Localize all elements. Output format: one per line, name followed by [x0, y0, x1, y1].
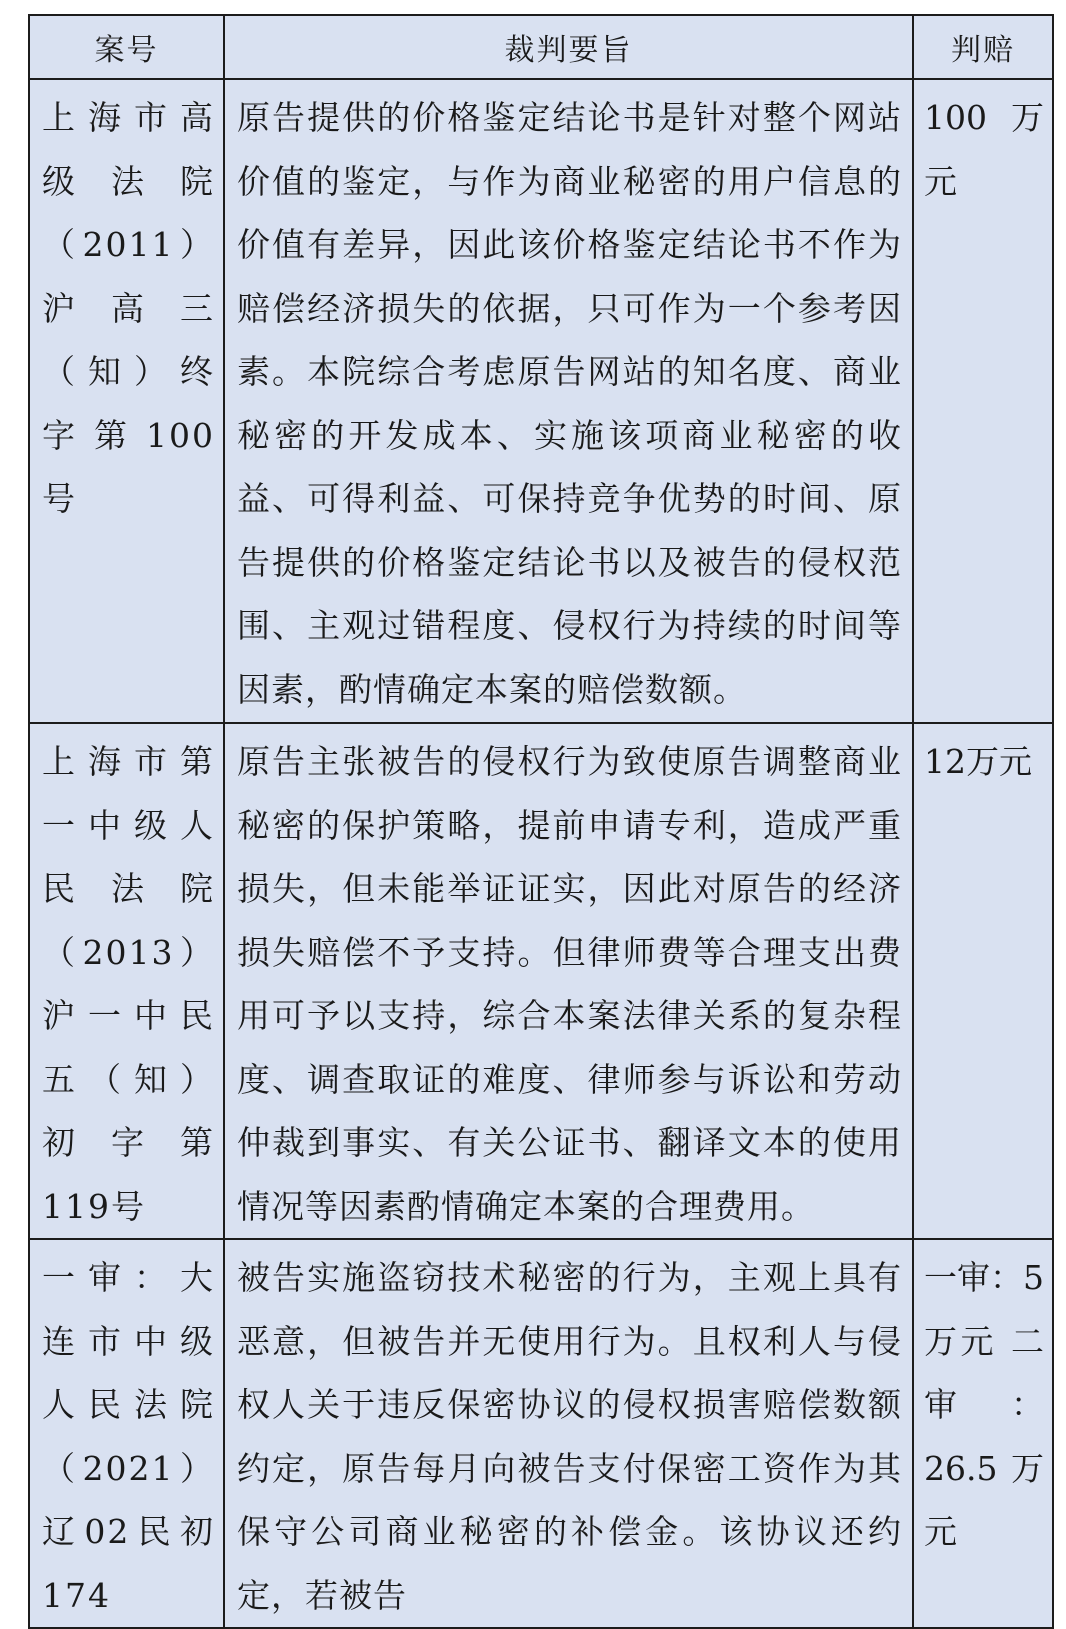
header-summary: 裁判要旨	[224, 15, 913, 79]
case-number-cell: 一审：大连市中级人民法院（2021）辽02民初174	[29, 1239, 224, 1628]
judgment-summary-cell: 原告提供的价格鉴定结论书是针对整个网站价值的鉴定，与作为商业秘密的用户信息的价值有差异，因此该价格鉴定结论书不作为赔偿经济损失的依据，只可作为一个参考因素。本院综合考虑原告网站的知名度、商业秘密的开发成本、实施该项商业秘密的收益、可得利益、可保持竞争优势的时间、原告提供的价格鉴定结论书以及被告的侵权范围、主观过错程度、侵权行为持续的时间等因素，酌情确定本案的赔偿数额。	[224, 79, 913, 723]
award-amount-cell: 一审：5万元 二审：26.5 万元	[913, 1239, 1053, 1628]
award-amount-cell: 100 万元	[913, 79, 1053, 723]
award-amount-cell: 12万元	[913, 723, 1053, 1239]
table-header-row	[29, 15, 1053, 79]
header-case-no: 案号	[29, 15, 224, 79]
table-row	[29, 723, 1053, 1239]
table-row	[29, 1239, 1053, 1628]
case-number-cell: 上海市第一中级人民法院（2013）沪一中民五（知）初字第119号	[29, 723, 224, 1239]
table-row	[29, 79, 1053, 723]
case-number-cell: 上海市高级法院（2011）沪高三（知）终字第100号	[29, 79, 224, 723]
judgment-cases-table	[28, 14, 1054, 1629]
judgment-summary-cell: 被告实施盗窃技术秘密的行为，主观上具有恶意，但被告并无使用行为。且权利人与侵权人关于违反保密协议的侵权损害赔偿数额约定，原告每月向被告支付保密工资作为其保守公司商业秘密的补偿金。该协议还约定，若被告	[224, 1239, 913, 1628]
judgment-summary-cell: 原告主张被告的侵权行为致使原告调整商业秘密的保护策略，提前申请专利，造成严重损失，但未能举证证实，因此对原告的经济损失赔偿不予支持。但律师费等合理支出费用可予以支持，综合本案法律关系的复杂程度、调查取证的难度、律师参与诉讼和劳动仲裁到事实、有关公证书、翻译文本的使用情况等因素酌情确定本案的合理费用。	[224, 723, 913, 1239]
header-award: 判赔	[913, 15, 1053, 79]
